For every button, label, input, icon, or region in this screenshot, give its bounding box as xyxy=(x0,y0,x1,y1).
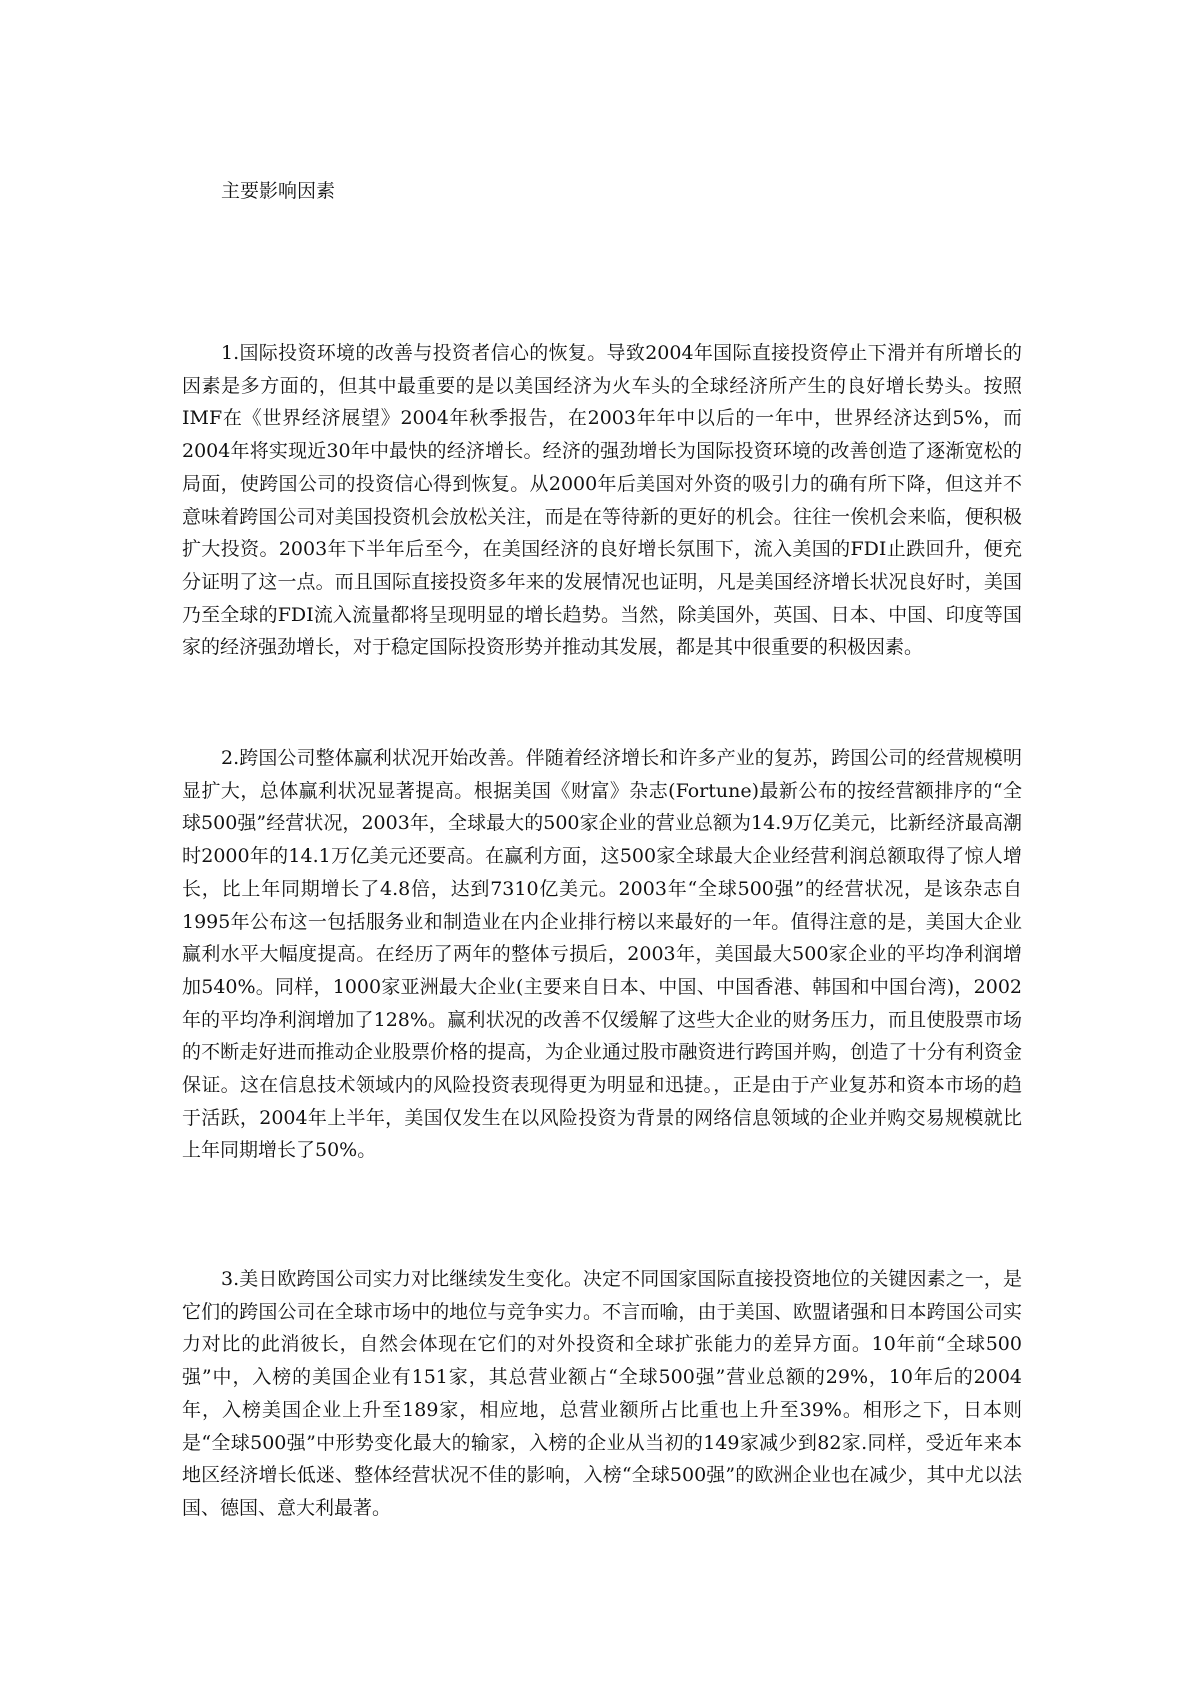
paragraph-1: 1.国际投资环境的改善与投资者信心的恢复。导致2004年国际直接投资停止下滑并有所增长的因素是多方面的，但其中最重要的是以美国经济为火车头的全球经济所产生的良好增长势头。按照IMF在《世界经济展望》2004年秋季报告，在2003年年中以后的一年中，世界经济达到5%，而2004年将实现近30年中最快的经济增长。经济的强劲增长为国际投资环境的改善创造了逐渐宽松的局面，使跨国公司的投资信心得到恢复。从2000年后美国对外资的吸引力的确有所下降，但这并不意味着跨国公司对美国投资机会放松关注，而是在等待新的更好的机会。往往一俟机会来临，便积极扩大投资。2003年下半年后至今，在美国经济的良好增长氛围下，流入美国的FDI止跌回升，便充分证明了这一点。而且国际直接投资多年来的发展情况也证明，凡是美国经济增长状况良好时，美国乃至全球的FDI流入流量都将呈现明显的增长趋势。当然，除美国外，英国、日本、中国、印度等国家的经济强劲增长，对于稳定国际投资形势并推动其发展，都是其中很重要的积极因素。 xyxy=(182,342,1022,659)
paragraph-2: 2.跨国公司整体赢利状况开始改善。伴随着经济增长和许多产业的复苏，跨国公司的经营规模明显扩大，总体赢利状况显著提高。根据美国《财富》杂志(Fortune)最新公布的按经营额排序的“全球500强”经营状况，2003年，全球最大的500家企业的营业总额为14.9万亿美元，比新经济最高潮时2000年的14.1万亿美元还要高。在赢利方面，这500家全球最大企业经营利润总额取得了惊人增长，比上年同期增长了4.8倍，达到7310亿美元。2003年“全球500强”的经营状况，是该杂志自1995年公布这一包括服务业和制造业在内企业排行榜以来最好的一年。值得注意的是，美国大企业赢利水平大幅度提高。在经历了两年的整体亏损后，2003年，美国最大500家企业的平均净利润增加540%。同样，1000家亚洲最大企业(主要来自日本、中国、中国香港、韩国和中国台湾)，2002年的平均净利润增加了128%。赢利状况的改善不仅缓解了这些大企业的财务压力，而且使股票市场的不断走好进而推动企业股票价格的提高，为企业通过股市融资进行跨国并购，创造了十分有利资金保证。这在信息技术领域内的风险投资表现得更为明显和迅捷。，正是由于产业复苏和资本市场的趋于活跃，2004年上半年，美国仅发生在以风险投资为背景的网络信息领域的企业并购交易规模就比上年同期增长了50%。 xyxy=(182,747,1022,1162)
paragraph-3: 3.美日欧跨国公司实力对比继续发生变化。决定不同国家国际直接投资地位的关键因素之一，是它们的跨国公司在全球市场中的地位与竞争实力。不言而喻，由于美国、欧盟诸强和日本跨国公司实力对比的此消彼长，自然会体现在它们的对外投资和全球扩张能力的差异方面。10年前“全球500强”中，入榜的美国企业有151家，其总营业额占“全球500强”营业总额的29%，10年后的2004年，入榜美国企业上升至189家，相应地，总营业额所占比重也上升至39%。相形之下，日本则是“全球500强”中形势变化最大的输家，入榜的企业从当初的149家减少到82家.同样，受近年来本地区经济增长低迷、整体经营状况不佳的影响，入榜“全球500强”的欧洲企业也在减少，其中尤以法国、德国、意大利最著。 xyxy=(182,1268,1022,1519)
section-heading: 主要影响因素 xyxy=(221,180,336,202)
